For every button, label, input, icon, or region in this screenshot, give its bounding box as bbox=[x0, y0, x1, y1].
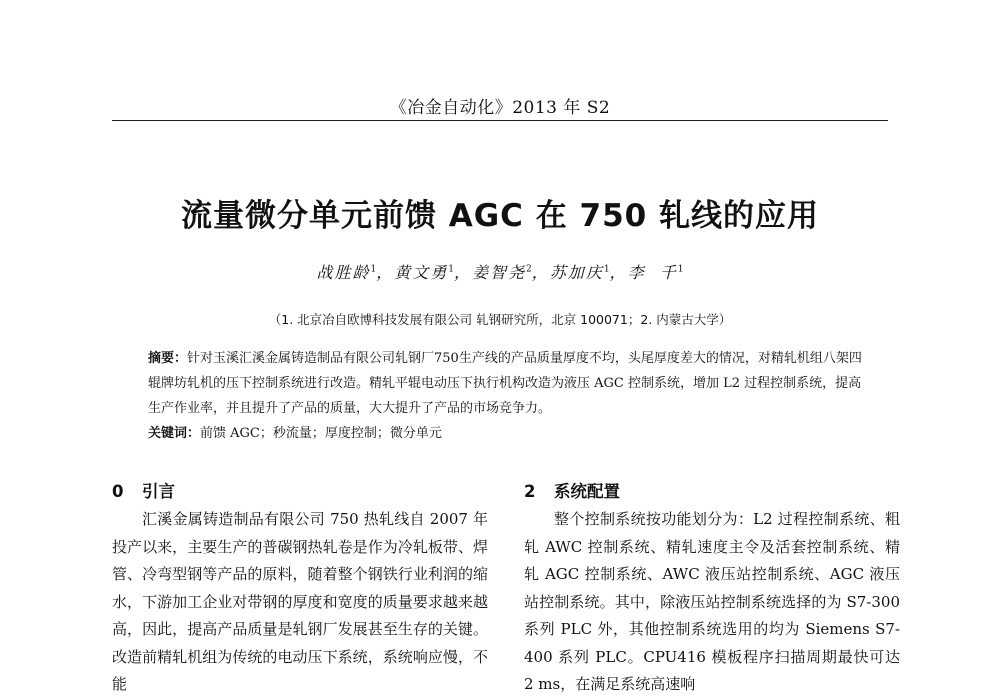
section-title: 引言 bbox=[142, 482, 175, 501]
author-name: 黄文勇 bbox=[394, 263, 449, 282]
keywords bbox=[148, 421, 864, 446]
author-separator: ， bbox=[454, 263, 473, 282]
abstract-text: 针对玉溪汇溪金属铸造制品有限公司轧钢厂750生产线的产品质量厚度不均，头尾厚度差大的情况，对精轧机组八架四辊牌坊轧机的压下控制系统进行改造。精轧平辊电动压下执行机构改造为液压 AGC 控制系统，增加 L2 过程控制系统，提高生产作业率，并且提升了产品的质量，大大提升了产品的市场竞争力。 bbox=[148, 351, 862, 416]
header-rule bbox=[112, 120, 888, 121]
author-affiliation-mark: 1 bbox=[603, 264, 610, 275]
section-body: 整个控制系统按功能划分为：L2 过程控制系统、粗轧 AWC 控制系统、精轧速度主令及活套控制系统、精轧 AGC 控制系统、AWC 液压站控制系统、AGC 液压站控制系统。其中，除液压站控制系统选择的为 S7-300 系列 PLC 外，其他控制系统选用的均为 Siemens S7-400 系列 PLC。CPU416 模板程序扫描周期最快可达 2 ms，在满足系统高速响 bbox=[524, 510, 900, 693]
section-body: 汇溪金属铸造制品有限公司 750 热轧线自 2007 年投产以来，主要生产的普碳钢热轧卷是作为冷轧板带、焊管、冷弯型钢等产品的原料，随着整个钢铁行业利润的缩水，下游加工企业对带钢的厚度和宽度的质量要求越来越高，因此，提高产品质量是轧钢厂发展甚至生存的关键。改造前精轧机组为传统的电动压下系统，系统响应慢，不能 bbox=[112, 510, 488, 693]
right-column bbox=[524, 478, 900, 699]
keywords-label: 关键词： bbox=[148, 426, 201, 441]
left-column bbox=[112, 478, 488, 699]
author-name: 苏加庆 bbox=[549, 263, 604, 282]
abstract-label: 摘要： bbox=[148, 351, 188, 366]
author-affiliation-mark: 2 bbox=[526, 264, 532, 275]
paper-title: 流量微分单元前馈 AGC 在 750 轧线的应用 bbox=[180, 198, 820, 234]
section-heading bbox=[524, 478, 900, 506]
author-affiliation-mark: 1 bbox=[370, 264, 377, 275]
keywords-text: 前馈 AGC；秒流量；厚度控制；微分单元 bbox=[200, 426, 442, 441]
author-list bbox=[112, 260, 888, 283]
author-separator: ， bbox=[609, 263, 628, 282]
author-name: 战胜龄 bbox=[316, 263, 371, 282]
section-number: 2 bbox=[524, 482, 536, 501]
abstract bbox=[148, 346, 864, 421]
affiliation: （1. 北京冶自欧博科技发展有限公司 轧钢研究所，北京 100071；2. 内蒙古大学） bbox=[268, 312, 732, 327]
section-title: 系统配置 bbox=[554, 482, 620, 501]
section-number: 0 bbox=[112, 482, 124, 501]
running-head: 《冶金自动化》2013 年 S2 bbox=[389, 98, 611, 118]
author-separator: ， bbox=[376, 263, 395, 282]
author-name: 姜智尧 bbox=[472, 263, 527, 282]
author-affiliation-mark: 1 bbox=[677, 264, 684, 275]
section-heading bbox=[112, 478, 488, 506]
author-separator: ， bbox=[531, 263, 550, 282]
author-name: 李 千 bbox=[627, 263, 678, 282]
author-affiliation-mark: 1 bbox=[448, 264, 455, 275]
